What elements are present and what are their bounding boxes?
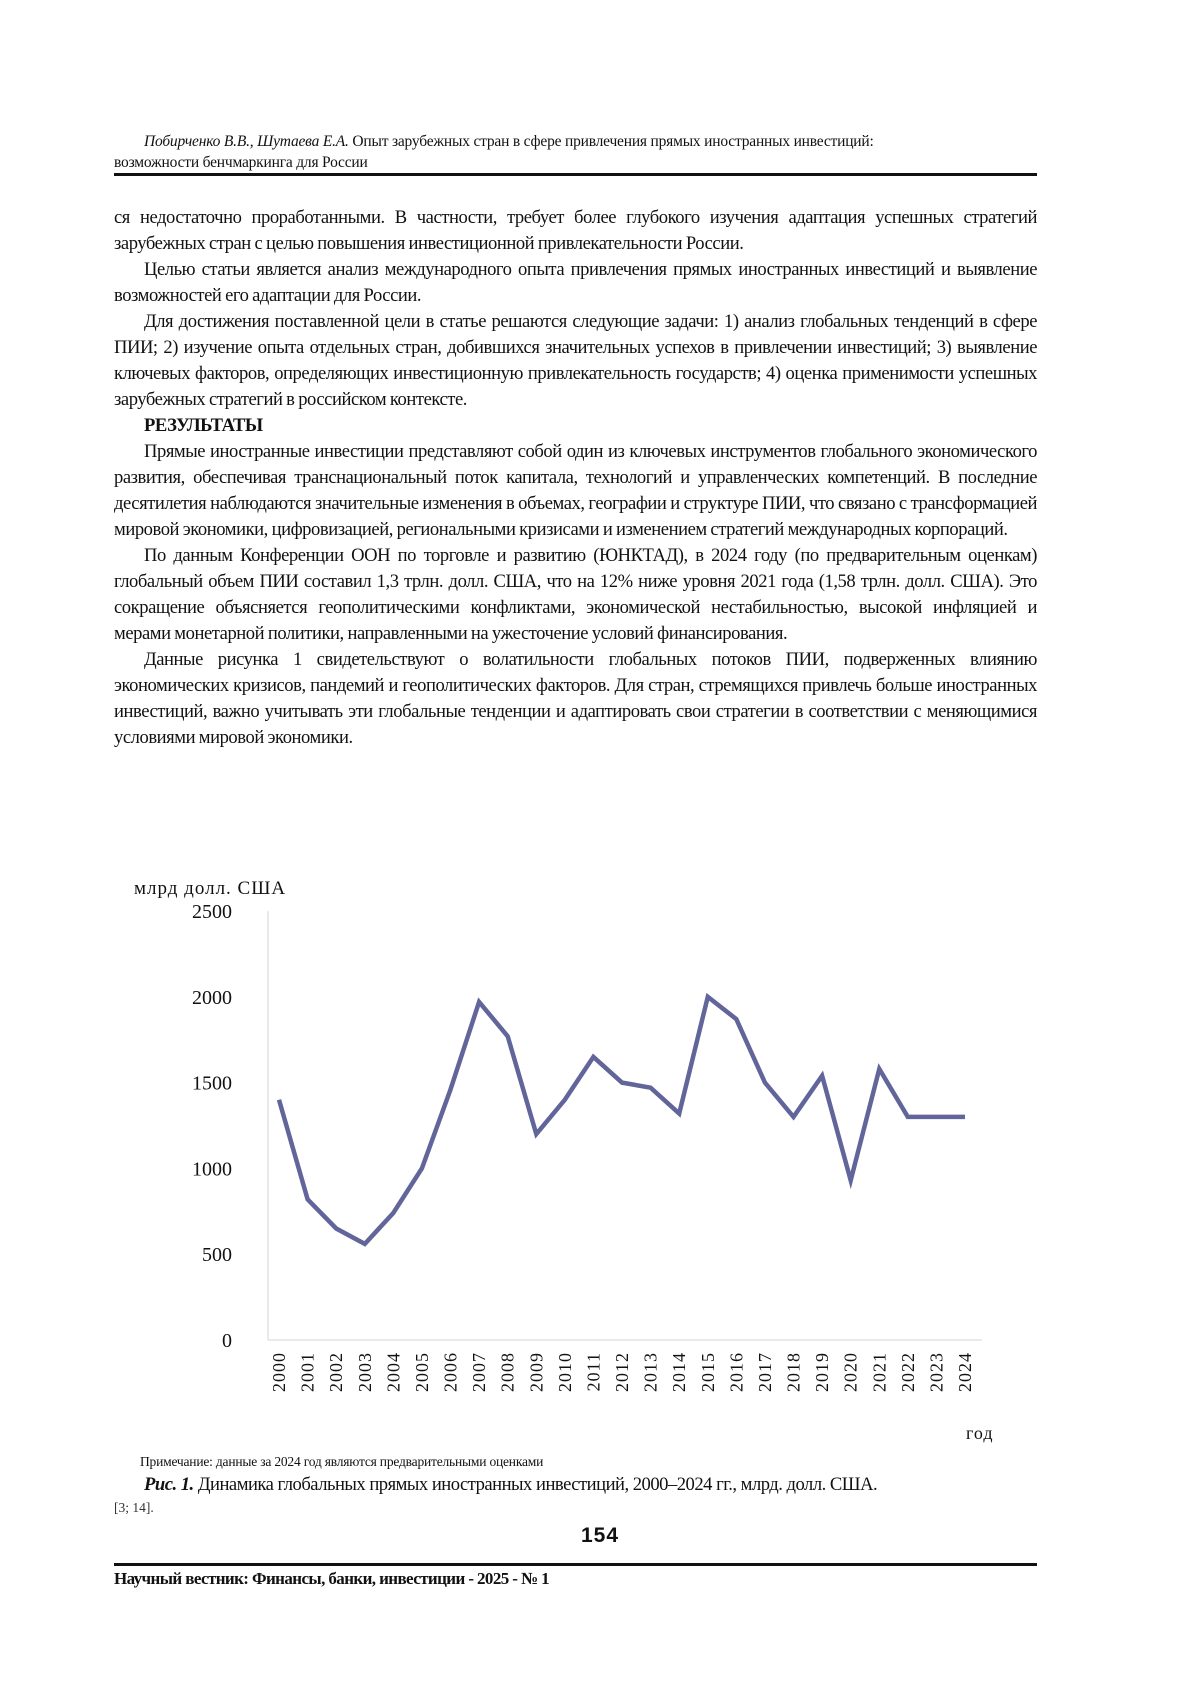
fdi-line-chart: [120, 870, 1020, 1392]
x-tick-label: 2000: [269, 1352, 289, 1392]
figure-note: Примечание: данные за 2024 год являются предварительными оценками: [140, 1454, 544, 1469]
x-tick-label: 2023: [926, 1352, 947, 1392]
x-tick-label: 2014: [669, 1352, 690, 1392]
x-tick-label: 2022: [897, 1352, 918, 1392]
x-tick-label: 2012: [612, 1352, 632, 1392]
x-tick-label: 2017: [754, 1352, 775, 1392]
paragraph: Для достижения поставленной цели в статье решаются следующие задачи: 1) анализ глобальных тенденций в сфере ПИИ; 2) изучение опыта отдельных стран, добившихся значительных успехов в привлечении инвестиций; 3) выявление ключевых факторов, определяющих инвестиционную привлекательность государств; 4) оценка применимости успешных зарубежных стратегий в российском контексте.: [114, 311, 1037, 410]
series-line: [279, 997, 965, 1244]
paragraph: Данные рисунка 1 свидетельствуют о волатильности глобальных потоков ПИИ, подверженных влиянию экономических кризисов, пандемий и геополитических факторов. Для стран, стремящихся привлечь больше иностранных инвестиций, важно учитывать эти глобальные тенденции и адаптировать свои стратегии в соответствии с меняющимися условиями мировой экономики.: [114, 649, 1037, 748]
header-rule: [114, 173, 1037, 176]
x-tick-label: 2013: [640, 1352, 661, 1392]
x-tick-label: 2009: [526, 1352, 547, 1392]
header-authors: Побирченко В.В., Шутаева Е.А.: [144, 133, 349, 150]
x-tick-label: 2016: [726, 1352, 747, 1392]
chart-svg: [120, 870, 1020, 1392]
page-number: 154: [580, 1524, 620, 1547]
x-tick-label: 2020: [840, 1352, 861, 1392]
header-title-line1: Опыт зарубежных стран в сфере привлечения прямых иностранных инвестиций:: [348, 133, 874, 150]
y-tick-label: 1500: [192, 1072, 232, 1095]
x-tick-label: 2005: [411, 1352, 432, 1392]
paragraph: Прямые иностранные инвестиции представляют собой один из ключевых инструментов глобального экономического развития, обеспечивая транснациональный поток капитала, технологий и управленческих компетенций. В последние десятилетия наблюдаются значительные изменения в объемах, географии и структуре ПИИ, что связано с трансформацией мировой экономики, цифровизацией, региональными кризисами и изменением стратегий международных корпораций.: [114, 441, 1037, 540]
y-tick-label: 0: [222, 1330, 232, 1352]
x-tick-label: 2002: [326, 1352, 347, 1392]
x-tick-label: 2003: [354, 1352, 375, 1392]
x-tick-label: 2011: [583, 1352, 604, 1392]
journal-footer: Научный вестник: Финансы, банки, инвестиции - 2025 - № 1: [114, 1569, 550, 1588]
x-tick-label: 2006: [440, 1352, 461, 1392]
y-axis-title: млрд долл. США: [134, 878, 287, 899]
paragraph: Целью статьи является анализ международного опыта привлечения прямых иностранных инвестиций и выявление возможностей его адаптации для России.: [114, 259, 1037, 306]
paragraph: По данным Конференции ООН по торговле и развитию (ЮНКТАД), в 2024 году (по предварительным оценкам) глобальный объем ПИИ составил 1,3 трлн. долл. США, что на 12% ниже уровня 2021 года (1,58 трлн. долл. США). Это сокращение объясняется геополитическими конфликтами, экономической нестабильностью, высокой инфляцией и мерами монетарной политики, направленными на ужесточение условий финансирования.: [114, 545, 1037, 644]
paragraph: ся недостаточно проработанными. В частности, требует более глубокого изучения адаптация успешных стратегий зарубежных стран с целью повышения инвестиционной привлекательности России.: [114, 207, 1037, 254]
footer-rule: [114, 1563, 1037, 1566]
x-tick-label: 2004: [383, 1352, 404, 1392]
x-tick-label: 2018: [783, 1352, 804, 1392]
x-tick-label: 2019: [812, 1352, 833, 1392]
x-tick-label: 2007: [469, 1352, 490, 1392]
running-head: [114, 131, 1036, 173]
figure-references: [3; 14].: [114, 1500, 154, 1515]
x-tick-label: 2021: [869, 1352, 890, 1392]
y-tick-label: 2000: [192, 986, 232, 1009]
y-tick-label: 2500: [192, 901, 232, 923]
x-tick-label: 2008: [497, 1352, 518, 1392]
figure-label: Рис. 1.: [144, 1474, 194, 1495]
figure-caption-text: Динамика глобальных прямых иностранных инвестиций, 2000–2024 гг., млрд. долл. США.: [193, 1474, 878, 1495]
header-title-line2: возможности бенчмаркинга для России: [114, 154, 368, 171]
figure-caption: [144, 1474, 1044, 1496]
x-tick-label: 2024: [955, 1352, 975, 1392]
body-text: [114, 205, 1037, 751]
y-tick-label: 500: [202, 1244, 232, 1267]
y-tick-label: 1000: [192, 1158, 232, 1181]
section-heading: РЕЗУЛЬТАТЫ: [144, 415, 263, 436]
x-axis-title: год: [966, 1423, 994, 1443]
x-tick-label: 2001: [297, 1352, 318, 1392]
x-tick-label: 2010: [554, 1352, 575, 1392]
x-tick-label: 2015: [697, 1352, 718, 1392]
